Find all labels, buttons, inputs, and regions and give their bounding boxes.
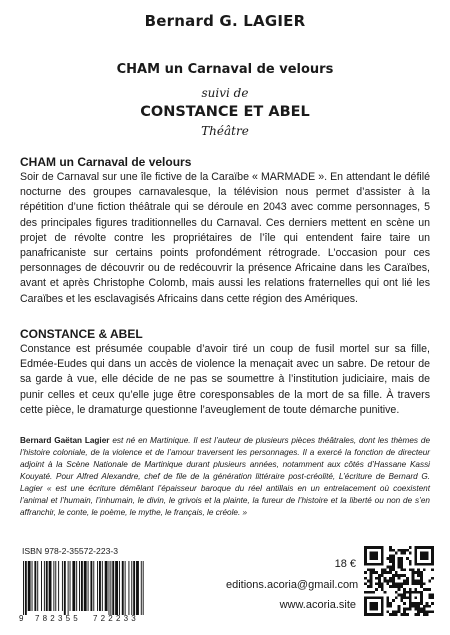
qr-module bbox=[389, 549, 392, 552]
qr-module bbox=[381, 571, 384, 574]
qr-module bbox=[386, 571, 389, 574]
qr-module bbox=[372, 568, 375, 571]
qr-module bbox=[364, 571, 367, 574]
qr-module bbox=[409, 552, 412, 555]
qr-module bbox=[400, 582, 403, 585]
barcode-bar bbox=[115, 561, 118, 615]
qr-module bbox=[386, 602, 389, 605]
qr-module bbox=[400, 599, 403, 602]
qr-module bbox=[389, 571, 392, 574]
qr-module bbox=[398, 549, 401, 552]
qr-module bbox=[389, 546, 392, 549]
qr-module bbox=[417, 580, 420, 583]
qr-module bbox=[364, 577, 367, 580]
qr-module bbox=[378, 577, 381, 580]
qr-module bbox=[431, 577, 434, 580]
barcode-bar bbox=[55, 561, 56, 611]
qr-module bbox=[370, 574, 373, 577]
qr-module bbox=[403, 552, 406, 555]
qr-module bbox=[426, 605, 429, 608]
qr-module bbox=[412, 568, 415, 571]
barcode-bar bbox=[64, 561, 66, 615]
qr-module bbox=[378, 582, 381, 585]
barcode-bar bbox=[128, 561, 129, 615]
qr-module bbox=[392, 613, 395, 616]
qr-finder-inner bbox=[370, 552, 378, 560]
qr-module bbox=[367, 568, 370, 571]
qr-module bbox=[389, 602, 392, 605]
qr-module bbox=[414, 588, 417, 591]
qr-module bbox=[428, 610, 431, 613]
qr-module bbox=[381, 585, 384, 588]
qr-module bbox=[423, 610, 426, 613]
qr-module bbox=[392, 563, 395, 566]
barcode-bar bbox=[25, 561, 27, 615]
qr-module bbox=[372, 591, 375, 594]
qr-module bbox=[417, 568, 420, 571]
qr-module bbox=[398, 574, 401, 577]
barcode-digits-left: 782355 bbox=[35, 614, 81, 623]
qr-module bbox=[412, 574, 415, 577]
qr-module bbox=[420, 585, 423, 588]
barcode-bar bbox=[28, 561, 31, 611]
qr-module bbox=[403, 613, 406, 616]
qr-module bbox=[400, 549, 403, 552]
qr-module bbox=[414, 608, 417, 611]
book-title-second: CONSTANCE ET ABEL bbox=[140, 104, 310, 120]
qr-module bbox=[400, 566, 403, 569]
genre-label: Théâtre bbox=[201, 124, 249, 138]
barcode-bar bbox=[125, 561, 126, 615]
qr-module bbox=[412, 571, 415, 574]
qr-module bbox=[378, 585, 381, 588]
qr-module bbox=[370, 582, 373, 585]
qr-module bbox=[400, 613, 403, 616]
barcode-bar bbox=[110, 561, 111, 615]
barcode-bar bbox=[84, 561, 87, 611]
barcode-bar bbox=[102, 561, 103, 611]
qr-module bbox=[417, 610, 420, 613]
qr-module bbox=[412, 605, 415, 608]
qr-module bbox=[409, 608, 412, 611]
qr-module bbox=[412, 582, 415, 585]
qr-module bbox=[423, 568, 426, 571]
qr-module bbox=[370, 585, 373, 588]
qr-module bbox=[423, 588, 426, 591]
qr-module bbox=[367, 591, 370, 594]
barcode-digits-right: 722233 bbox=[93, 614, 139, 623]
qr-module bbox=[389, 560, 392, 563]
author-bio bbox=[20, 435, 430, 519]
qr-module bbox=[375, 588, 378, 591]
qr-module bbox=[431, 596, 434, 599]
qr-module bbox=[428, 594, 431, 597]
barcode-digits bbox=[19, 614, 147, 626]
qr-module bbox=[398, 610, 401, 613]
qr-module bbox=[392, 557, 395, 560]
qr-module bbox=[395, 574, 398, 577]
isbn-label: ISBN 978-2-35572-223-3 bbox=[22, 546, 119, 556]
publisher-website[interactable]: www.acoria.site bbox=[279, 599, 356, 611]
barcode-bar bbox=[136, 561, 139, 615]
author-bio-text: est né en Martinique. Il est l’auteur de plusieurs pièces théâtrales, dont les thèmes de l’histoire coloniale, de la violence et de l’amour traversent les personnages. Il a exercé la fonction de directeur adjoint à la Scène Nationale de Martinique durant plusieurs années, notamment aux côtés d’Hassane Kassi Kouyaté. Pour Alfred Alexandre, chef de file de la génération littéraire post-créolité, L’écriture de Bernard G. Lagier « est une écriture démêlant l’épaisseur baroque du réel antillais en un entrelacement où coexistent l’animal et l’humain, l’inhumain, le divin, le grivois et la plainte, la fureur de l’histoire et la liberté ou non de s’en affranchir, le conte, le poème, le mythe, le français, le créole. » bbox=[20, 436, 430, 517]
barcode-bar bbox=[37, 561, 38, 611]
barcode-bar bbox=[79, 561, 80, 611]
qr-module bbox=[392, 599, 395, 602]
barcode-bar bbox=[112, 561, 114, 615]
barcode-bar bbox=[99, 561, 101, 611]
qr-module bbox=[400, 560, 403, 563]
barcode-bar bbox=[49, 561, 52, 611]
qr-module bbox=[389, 554, 392, 557]
author-bio-name: Bernard Gaëtan Lagier bbox=[20, 436, 110, 445]
qr-module bbox=[378, 574, 381, 577]
qr-module bbox=[412, 577, 415, 580]
qr-module bbox=[400, 596, 403, 599]
section2-heading: CONSTANCE & ABEL bbox=[20, 327, 143, 341]
qr-module bbox=[431, 602, 434, 605]
price-label: 18 € bbox=[334, 558, 356, 570]
publisher-email[interactable]: editions.acoria@gmail.com bbox=[226, 579, 359, 591]
barcode-bar bbox=[143, 561, 144, 615]
qr-module bbox=[392, 610, 395, 613]
qr-module bbox=[414, 613, 417, 616]
qr-module bbox=[420, 577, 423, 580]
qr-module bbox=[398, 557, 401, 560]
qr-module bbox=[414, 605, 417, 608]
qr-module bbox=[431, 568, 434, 571]
qr-module bbox=[406, 608, 409, 611]
qr-module bbox=[426, 588, 429, 591]
qr-module bbox=[386, 605, 389, 608]
qr-module bbox=[400, 557, 403, 560]
qr-module bbox=[426, 610, 429, 613]
qr-module bbox=[428, 605, 431, 608]
qr-module bbox=[378, 580, 381, 583]
qr-module bbox=[398, 585, 401, 588]
book-title-main: CHAM un Carnaval de velours bbox=[116, 62, 334, 77]
barcode-bar bbox=[97, 561, 98, 611]
qr-module bbox=[386, 599, 389, 602]
qr-module bbox=[414, 571, 417, 574]
qr-module bbox=[417, 608, 420, 611]
qr-module bbox=[420, 580, 423, 583]
barcode-bar bbox=[34, 561, 36, 611]
qr-module bbox=[370, 571, 373, 574]
barcode-bar bbox=[109, 561, 110, 615]
qr-module bbox=[409, 588, 412, 591]
qr-module bbox=[392, 582, 395, 585]
qr-module bbox=[386, 582, 389, 585]
barcode-bar bbox=[105, 561, 108, 611]
qr-module bbox=[423, 613, 426, 616]
qr-module bbox=[398, 566, 401, 569]
barcode-icon bbox=[19, 561, 147, 615]
qr-module bbox=[398, 608, 401, 611]
qr-module bbox=[395, 582, 398, 585]
qr-module bbox=[395, 552, 398, 555]
qr-module bbox=[398, 605, 401, 608]
qr-module bbox=[400, 552, 403, 555]
suivi-de-label: suivi de bbox=[201, 86, 249, 100]
qr-module bbox=[392, 574, 395, 577]
qr-module bbox=[403, 610, 406, 613]
qr-module bbox=[370, 580, 373, 583]
qr-module bbox=[403, 608, 406, 611]
qr-module bbox=[406, 549, 409, 552]
qr-module bbox=[364, 582, 367, 585]
qr-module bbox=[367, 580, 370, 583]
qr-module bbox=[386, 580, 389, 583]
barcode-bar bbox=[141, 561, 142, 615]
qr-module bbox=[406, 591, 409, 594]
qr-module bbox=[400, 574, 403, 577]
section2-text: Constance est présumée coupable d’avoir tiré un coup de fusil mortel sur sa fille, Edmée-Eudes qui dans un accès de violence la menaçait avec un sabre. De retour de sa garde à vue, elle décide de ne pas se soumettre à l’institution judiciaire, mais de punir celles et ceux qu’elle juge être coresponsables de la mort de sa fille. À travers cette pièce, le dramaturge questionne l’aveuglement de toute démarche punitive. bbox=[20, 343, 430, 416]
qr-module bbox=[406, 613, 409, 616]
qr-module bbox=[381, 588, 384, 591]
qr-module bbox=[403, 588, 406, 591]
qr-module bbox=[417, 613, 420, 616]
qr-module bbox=[392, 568, 395, 571]
qr-module bbox=[400, 568, 403, 571]
barcode-bar bbox=[41, 561, 42, 611]
qr-module bbox=[392, 560, 395, 563]
qr-module bbox=[420, 571, 423, 574]
qr-module bbox=[398, 563, 401, 566]
qr-module bbox=[403, 580, 406, 583]
qr-module bbox=[386, 557, 389, 560]
qr-module bbox=[392, 554, 395, 557]
qr-align-inner bbox=[414, 596, 417, 599]
barcode-bar bbox=[53, 561, 54, 611]
qr-module bbox=[414, 580, 417, 583]
qr-module bbox=[403, 602, 406, 605]
qr-module bbox=[395, 571, 398, 574]
qr-module bbox=[389, 577, 392, 580]
barcode-bar bbox=[62, 561, 63, 611]
barcode-bar bbox=[32, 561, 33, 611]
qr-module bbox=[395, 596, 398, 599]
qr-module bbox=[417, 571, 420, 574]
qr-module bbox=[386, 566, 389, 569]
qr-module bbox=[400, 585, 403, 588]
qr-module bbox=[395, 610, 398, 613]
qr-module bbox=[420, 574, 423, 577]
qr-module bbox=[406, 580, 409, 583]
qr-module bbox=[381, 568, 384, 571]
qr-module bbox=[375, 582, 378, 585]
qr-module bbox=[386, 596, 389, 599]
qr-module bbox=[398, 588, 401, 591]
barcode-bar bbox=[81, 561, 83, 611]
qr-module bbox=[370, 568, 373, 571]
qr-module bbox=[375, 577, 378, 580]
qr-module bbox=[400, 563, 403, 566]
qr-module bbox=[406, 577, 409, 580]
qr-module bbox=[403, 596, 406, 599]
qr-module bbox=[423, 605, 426, 608]
barcode-bar bbox=[46, 561, 48, 611]
qr-finder-inner bbox=[420, 552, 428, 560]
qr-module bbox=[412, 580, 415, 583]
qr-module bbox=[370, 577, 373, 580]
qr-module bbox=[431, 594, 434, 597]
qr-module bbox=[426, 613, 429, 616]
qr-module bbox=[384, 577, 387, 580]
barcode-bar bbox=[88, 561, 89, 611]
qr-module bbox=[423, 582, 426, 585]
qr-module bbox=[398, 594, 401, 597]
qr-module bbox=[386, 610, 389, 613]
qr-module bbox=[403, 574, 406, 577]
qr-module bbox=[392, 577, 395, 580]
barcode-bar bbox=[93, 561, 94, 611]
qr-module bbox=[398, 577, 401, 580]
barcode-bar bbox=[72, 561, 75, 611]
qr-module bbox=[409, 568, 412, 571]
qr-code-icon bbox=[364, 546, 434, 616]
qr-module bbox=[403, 591, 406, 594]
qr-module bbox=[417, 574, 420, 577]
barcode-bar bbox=[133, 561, 135, 615]
qr-module bbox=[403, 568, 406, 571]
author-name: Bernard G. LAGIER bbox=[144, 12, 306, 30]
qr-module bbox=[426, 602, 429, 605]
qr-module bbox=[414, 582, 417, 585]
qr-module bbox=[381, 574, 384, 577]
qr-module bbox=[392, 580, 395, 583]
qr-module bbox=[392, 549, 395, 552]
qr-module bbox=[400, 594, 403, 597]
barcode-bar bbox=[68, 561, 69, 615]
qr-module bbox=[409, 546, 412, 549]
qr-module bbox=[417, 582, 420, 585]
qr-module bbox=[384, 580, 387, 583]
qr-module bbox=[403, 549, 406, 552]
qr-module bbox=[431, 610, 434, 613]
qr-module bbox=[370, 591, 373, 594]
qr-module bbox=[389, 613, 392, 616]
qr-module bbox=[406, 596, 409, 599]
barcode-digit-lead: 9 bbox=[19, 614, 24, 623]
qr-module bbox=[389, 568, 392, 571]
barcode-bar bbox=[44, 561, 45, 611]
barcode-bar bbox=[131, 561, 132, 615]
qr-module bbox=[395, 613, 398, 616]
qr-module bbox=[395, 591, 398, 594]
qr-module bbox=[395, 585, 398, 588]
qr-module bbox=[420, 582, 423, 585]
qr-module bbox=[398, 582, 401, 585]
qr-module bbox=[384, 568, 387, 571]
barcode-bar bbox=[70, 561, 71, 611]
qr-module bbox=[409, 605, 412, 608]
qr-module bbox=[384, 571, 387, 574]
qr-module bbox=[389, 585, 392, 588]
qr-module bbox=[389, 605, 392, 608]
qr-module bbox=[389, 557, 392, 560]
qr-module bbox=[423, 608, 426, 611]
section1-heading: CHAM un Carnaval de velours bbox=[20, 155, 192, 169]
qr-module bbox=[367, 585, 370, 588]
barcode-bar bbox=[58, 561, 59, 611]
qr-module bbox=[420, 610, 423, 613]
barcode-bar bbox=[122, 561, 124, 615]
barcode-bar bbox=[76, 561, 77, 611]
qr-module bbox=[403, 594, 406, 597]
qr-module bbox=[428, 596, 431, 599]
qr-module bbox=[384, 591, 387, 594]
qr-module bbox=[403, 582, 406, 585]
qr-module bbox=[392, 585, 395, 588]
qr-module bbox=[364, 591, 367, 594]
qr-module bbox=[428, 588, 431, 591]
qr-module bbox=[409, 560, 412, 563]
qr-module bbox=[428, 580, 431, 583]
qr-module bbox=[389, 580, 392, 583]
qr-module bbox=[398, 560, 401, 563]
qr-finder-inner bbox=[370, 602, 378, 610]
qr-module bbox=[381, 582, 384, 585]
barcode-bar bbox=[23, 561, 24, 615]
qr-module bbox=[406, 557, 409, 560]
qr-module bbox=[420, 608, 423, 611]
section1-text: Soir de Carnaval sur une île fictive de la Caraïbe « MARMADE ». En attendant le défilé nocturne des groupes carnavalesque, la télévision nous permet d’assister à la répétition d’une fiction théâtrale qui se déroule en 2043 avec comme personnages, 5 des principales figures traditionnelles du Carnaval. Ces derniers mettent en scène un projet de révolte contre les propriétaires de l’île qui entendent faire taire un panafricaniste sur certains points profondément rétrograde. L’occasion pour ces personnages de découvrir ou de redécouvrir la présence Africaine dans les Caraïbes, avant et après Christophe Colomb, mais aussi les relations fraternelles qui ont lié les Caraïbes et les esclavagisés Africains dans cette région des Amériques. bbox=[20, 171, 430, 305]
barcode-bar bbox=[119, 561, 120, 615]
barcode-bar bbox=[90, 561, 92, 611]
qr-module bbox=[375, 571, 378, 574]
qr-module bbox=[392, 566, 395, 569]
qr-module bbox=[406, 582, 409, 585]
qr-module bbox=[409, 563, 412, 566]
qr-module bbox=[372, 571, 375, 574]
qr-module bbox=[417, 605, 420, 608]
qr-module bbox=[389, 566, 392, 569]
